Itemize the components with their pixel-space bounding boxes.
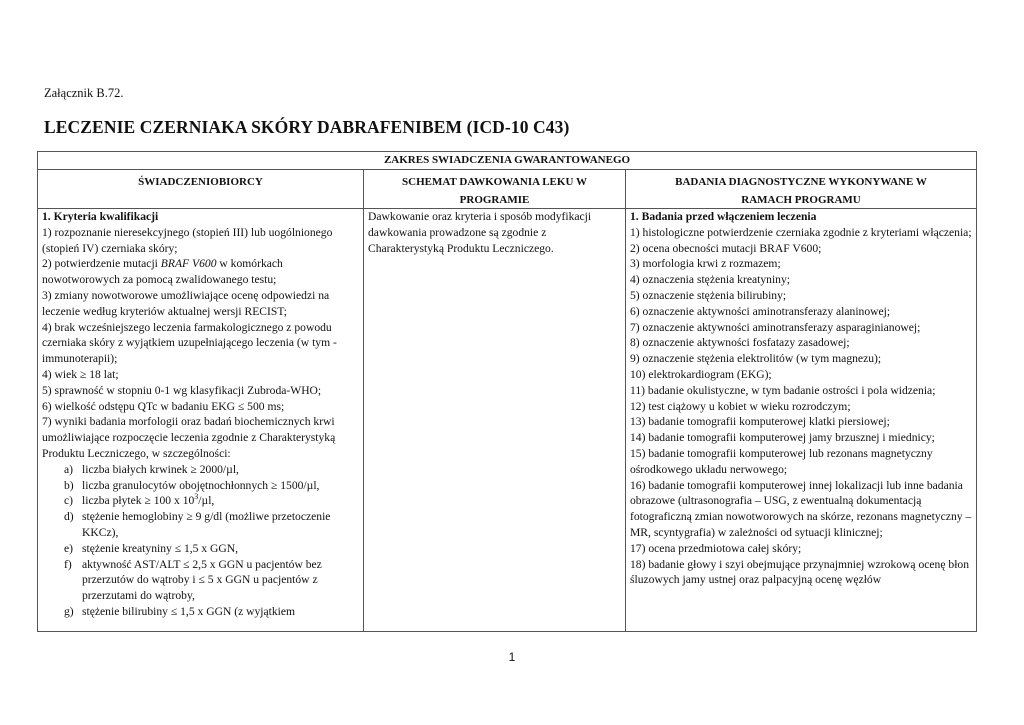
- diagnostic-item: 16) badanie tomografii komputerowej innej lokalizacji lub inne badania obrazowe (ultrasonografia – USG, z ewentualną dokumentacją fotograficzną zmian nowotworowych na skórze, rezonans magnetyczny – MR, scyntygrafia) w zależności od sytuacji klinicznej;: [630, 478, 972, 539]
- diagnostic-item: 6) oznaczenie aktywności aminotransferazy alaninowej;: [630, 304, 891, 318]
- criteria-item: 4) wiek ≥ 18 lat;: [42, 367, 119, 381]
- criteria-item: 7) wyniki badania morfologii oraz badań biochemicznych krwi umożliwiające rozpoczęcie leczenia zgodnie z Charakterystyką Produktu Leczniczego, w szczególności:: [42, 415, 336, 460]
- diagnostic-item: 2) ocena obecności mutacji BRAF V600;: [630, 241, 822, 255]
- criteria-item: 4) brak wcześniejszego leczenia farmakologicznego z powodu czerniaka skóry z wyjątkiem uzupełniającego leczenia (w tym - immunoterapii);: [42, 320, 337, 366]
- criteria-item: 2) potwierdzenie mutacji BRAF V600 w komórkach nowotworowych za pomocą zwalidowanego testu;: [42, 257, 283, 287]
- lab-criterion: b) liczba granulocytów obojętnochłonnych ≥ 1500/µl,: [64, 478, 320, 492]
- criteria-heading: 1. Kryteria kwalifikacji: [42, 210, 159, 223]
- diagnostics-cell: [626, 209, 977, 632]
- lab-criterion: f) aktywność AST/ALT ≤ 2,5 x GGN u pacjentów bez przerzutów do wątroby i ≤ 5 x GGN u pacjentów z przerzutami do wątroby,: [64, 557, 322, 603]
- diagnostic-item: 12) test ciążowy u kobiet w wieku rozrodczym;: [630, 399, 851, 413]
- diagnostic-item: 9) oznaczenie stężenia elektrolitów (w tym magnezu);: [630, 352, 882, 366]
- diagnostic-item: 10) elektrokardiogram (EKG);: [630, 367, 772, 381]
- lab-criterion: d) stężenie hemoglobiny ≥ 9 g/dl (możliwe przetoczenie KKCz),: [64, 510, 331, 539]
- lab-criterion: e) stężenie kreatyniny ≤ 1,5 x GGN,: [64, 541, 239, 555]
- lab-criteria-list: [42, 462, 359, 620]
- column-header-dosing: SCHEMAT DAWKOWANIA LEKU W PROGRAMIE: [364, 170, 626, 209]
- page-number: 1: [508, 650, 516, 664]
- program-table: [37, 151, 977, 632]
- annex-label: Załącznik B.72.: [44, 86, 124, 100]
- diagnostic-item: 13) badanie tomografii komputerowej klatki piersiowej;: [630, 415, 890, 429]
- column-header-beneficiaries: ŚWIADCZENIOBIORCY: [38, 170, 364, 209]
- diagnostic-item: 17) ocena przedmiotowa całej skóry;: [630, 541, 802, 555]
- lab-criterion: c) liczba płytek ≥ 100 x $10^3/\mu l$,: [64, 492, 215, 508]
- diagnostics-heading: 1. Badania przed włączeniem leczenia: [630, 210, 817, 223]
- lab-criterion: g) stężenie bilirubiny ≤ 1,5 x GGN (z wyjątkiem: [64, 604, 296, 618]
- dosing-cell: [364, 209, 626, 632]
- diagnostic-item: 7) oznaczenie aktywności aminotransferazy asparaginianowej;: [630, 320, 921, 334]
- diagnostic-item: 5) oznaczenie stężenia bilirubiny;: [630, 288, 787, 302]
- diagnostic-item: 8) oznaczenie aktywności fosfatazy zasadowej;: [630, 336, 850, 350]
- document-title: LECZENIE CZERNIAKA SKÓRY DABRAFENIBEM (ICD-10 C43): [44, 117, 570, 137]
- diagnostic-item: 1) histologiczne potwierdzenie czerniaka zgodnie z kryteriami włączenia;: [630, 225, 972, 239]
- diagnostic-item: 14) badanie tomografii komputerowej jamy brzusznej i miednicy;: [630, 431, 935, 445]
- diagnostic-item: 18) badanie głowy i szyi obejmujące przynajmniej wzrokową ocenę błon śluzowych jamy ustnej oraz palpacyjną ocenę węzłów: [630, 557, 970, 587]
- criteria-item: 1) rozpoznanie nieresekcyjnego (stopień III) lub uogólnionego (stopień IV) czerniaka skóry;: [42, 225, 333, 255]
- diagnostic-item: 3) morfologia krwi z rozmazem;: [630, 257, 781, 271]
- column-header-diagnostics: BADANIA DIAGNOSTYCZNE WYKONYWANE W RAMACH PROGRAMU: [626, 170, 977, 209]
- diagnostic-item: 15) badanie tomografii komputerowej lub rezonans magnetyczny ośrodkowego układu nerwowego;: [630, 446, 933, 476]
- dosing-text: Dawkowanie oraz kryteria i sposób modyfikacji dawkowania prowadzone są zgodnie z Charakterystyką Produktu Leczniczego.: [368, 210, 592, 255]
- diagnostic-item: 11) badanie okulistyczne, w tym badanie ostrości i pola widzenia;: [630, 383, 936, 397]
- beneficiaries-cell: [38, 209, 364, 632]
- scope-header: ZAKRES SWIADCZENIA GWARANTOWANEGO: [38, 152, 977, 170]
- criteria-item: 6) wielkość odstępu QTc w badaniu EKG ≤ 500 ms;: [42, 399, 285, 413]
- criteria-item: 3) zmiany nowotworowe umożliwiające ocenę odpowiedzi na leczenie według kryteriów aktualnej wersji RECIST;: [42, 288, 330, 318]
- diagnostic-item: 4) oznaczenia stężenia kreatyniny;: [630, 273, 790, 287]
- lab-criterion: a) liczba białych krwinek ≥ 2000/µl,: [64, 462, 239, 476]
- criteria-item: 5) sprawność w stopniu 0-1 wg klasyfikacji Zubroda-WHO;: [42, 383, 322, 397]
